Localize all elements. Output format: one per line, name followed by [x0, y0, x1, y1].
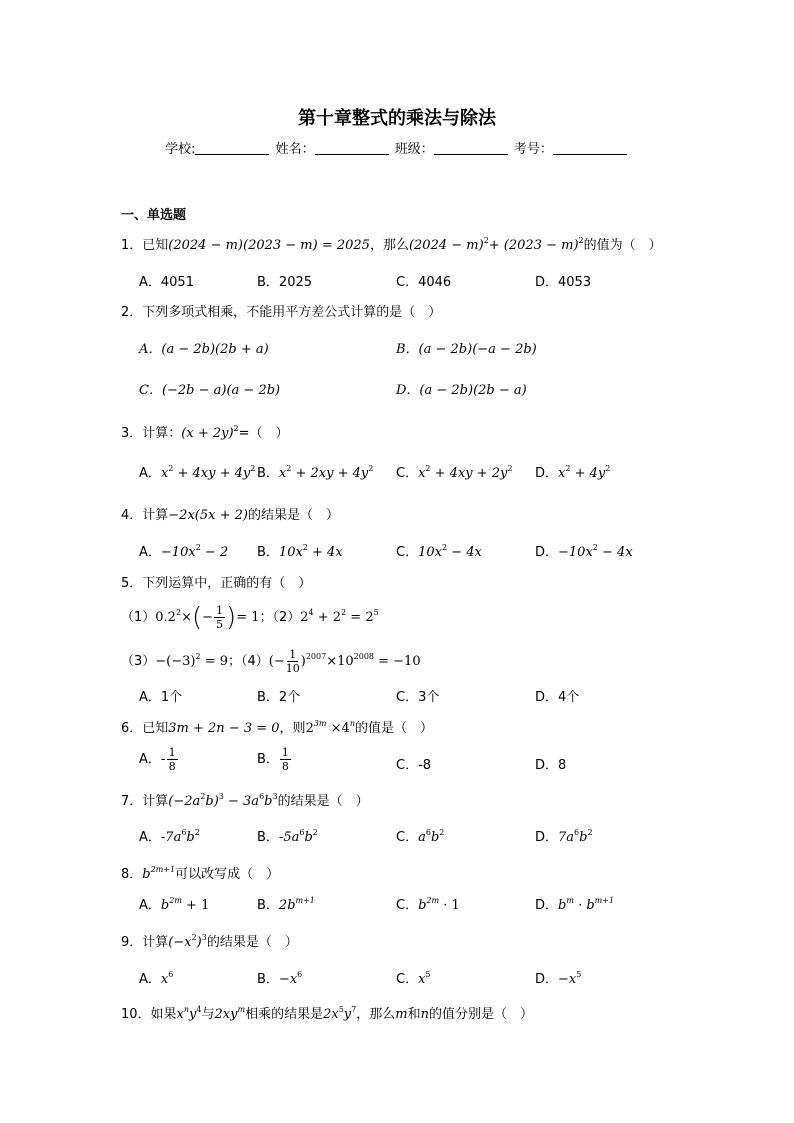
math-fragment: 2 — [195, 652, 201, 661]
math-fragment: 2 — [286, 464, 292, 473]
math-fragment: + 4xy + 4y — [173, 466, 251, 481]
math-fragment: 2 — [200, 792, 206, 801]
question-6 — [121, 717, 433, 736]
q4-text: 的结果是（ ） — [247, 508, 339, 523]
q5-option-a[interactable]: A．1个 — [139, 690, 183, 705]
math-fragment: b — [186, 830, 195, 845]
q1-text: ，那么 — [369, 238, 409, 253]
math-fragment: C． — [396, 545, 419, 560]
q1-option-a[interactable]: A．4051 — [139, 275, 194, 290]
math-fragment: −x — [558, 972, 577, 987]
math-fragment: + 1 — [181, 898, 210, 913]
question-2: 2．下列多项式相乘，不能用平方差公式计算的是（ ） — [121, 305, 442, 320]
q5-statement-3-4: $(3)-(-3)^2 = 9$；（4）(− $\frac{1}{10}$ )$^{2007}\times 10^{2008} = -10$ — [121, 648, 421, 675]
fraction — [280, 746, 291, 773]
question-4 — [121, 504, 339, 523]
math-fragment: −10x — [160, 545, 196, 560]
math-fragment: b — [558, 898, 567, 913]
math-fragment: A． — [139, 898, 161, 913]
math-fragment: − 4x — [597, 545, 633, 560]
math-fragment: (−x — [168, 935, 192, 950]
math-fragment: C． — [396, 466, 419, 481]
math-fragment: −x — [278, 972, 298, 987]
q5-option-d[interactable]: D．4个 — [535, 690, 580, 705]
math-fragment: 6 — [299, 828, 305, 837]
q4-math: −2x(5x + 2) — [168, 508, 248, 523]
math-fragment: ，那么 — [356, 1007, 396, 1022]
math-fragment: A． — [139, 830, 161, 845]
math-fragment: −(−3) — [155, 654, 196, 669]
math-fragment: 7．计算 — [121, 794, 169, 809]
math-fragment: 6 — [297, 970, 303, 979]
name-label: 姓名： — [275, 142, 315, 157]
q1-math: (2024 − m)(2023 − m) = 2025 — [168, 238, 370, 253]
school-label: 学校: — [165, 142, 196, 157]
math-fragment: B． — [257, 830, 279, 845]
math-fragment: 2 — [191, 933, 197, 942]
q1-text: 1．已知 — [121, 238, 169, 253]
math-fragment: D． — [535, 830, 559, 845]
fraction — [167, 746, 178, 773]
q3-option-b[interactable] — [257, 462, 373, 481]
q1-exponent: 2 — [578, 236, 584, 245]
math-fragment: ；（2） — [259, 610, 301, 625]
number-blank — [553, 142, 627, 155]
math-fragment: 2 — [439, 828, 445, 837]
q3-option-d[interactable] — [535, 462, 610, 481]
parenthesis: ( — [191, 602, 203, 633]
math-fragment: 2 — [368, 464, 374, 473]
math-fragment: 2b — [278, 898, 296, 913]
math-fragment: C． — [396, 898, 419, 913]
q1-text: 的值为（ ） — [583, 238, 662, 253]
math-fragment: 1 — [289, 648, 297, 661]
math-fragment: ) — [196, 935, 202, 950]
math-fragment: 2 — [587, 828, 593, 837]
math-fragment: 2 — [175, 608, 182, 617]
math-fragment: = 9 — [200, 654, 229, 669]
math-fragment: 2 — [341, 608, 347, 617]
math-fragment: 的结果是（ ） — [277, 794, 369, 809]
math-fragment: = −10 — [374, 654, 421, 669]
fraction — [214, 604, 225, 631]
math-fragment: − 2 — [200, 545, 229, 560]
math-fragment: 6 — [259, 792, 265, 801]
math-fragment: 8 — [168, 760, 176, 773]
q4-text: 4．计算 — [121, 508, 169, 523]
math-fragment: m — [237, 1005, 246, 1014]
q7-option-d[interactable] — [535, 826, 593, 845]
math-fragment: 2 — [605, 464, 611, 473]
math-fragment: · 1 — [439, 898, 460, 913]
question-5: 5．下列运算中，正确的有（ ） — [121, 576, 312, 591]
question-10 — [121, 1003, 533, 1022]
q1-option-b[interactable]: B．2025 — [257, 275, 313, 290]
math-fragment: A． — [139, 972, 161, 987]
math-fragment: 9．计算 — [121, 935, 169, 950]
parenthesis: ) — [226, 602, 237, 633]
math-fragment: − 4x — [447, 545, 482, 560]
math-fragment: 6 — [181, 828, 187, 837]
math-fragment: ×4 — [326, 721, 350, 736]
math-fragment: 的结果是（ ） — [206, 935, 298, 950]
math-fragment: 1 — [216, 604, 224, 617]
math-fragment: 2 — [565, 464, 571, 473]
math-fragment: 1 — [281, 746, 289, 759]
math-fragment: x — [160, 972, 169, 987]
math-fragment: · b — [573, 898, 595, 913]
math-fragment: − 3a — [223, 794, 260, 809]
math-fragment: m+1 — [594, 896, 615, 905]
math-fragment: 2m+1 — [150, 865, 176, 874]
q4-option-d[interactable] — [535, 541, 633, 560]
q2-option-c[interactable]: C．(−2b − a)(a − 2b) — [139, 383, 281, 398]
math-fragment: 2 — [592, 543, 598, 552]
math-fragment: 6 — [168, 970, 174, 979]
page-title: 第十章整式的乘法与除法 — [298, 108, 496, 129]
q7-option-c[interactable] — [396, 826, 444, 845]
math-fragment: −10x — [558, 545, 593, 560]
math-fragment: B． — [257, 898, 279, 913]
q4-option-c[interactable] — [396, 541, 482, 560]
q7-option-a[interactable] — [139, 826, 200, 845]
q1-option-d[interactable]: D．4053 — [535, 275, 592, 290]
math-fragment: x — [278, 466, 287, 481]
question-1 — [121, 234, 662, 253]
q9-option-a[interactable] — [139, 968, 173, 987]
math-fragment: 6 — [574, 828, 580, 837]
math-fragment: 3m + 2n − 3 = 0 — [168, 721, 280, 736]
math-fragment: 6．已知 — [121, 721, 169, 736]
math-fragment: -5a — [278, 830, 300, 845]
math-fragment: A． — [139, 466, 161, 481]
q8-option-b[interactable] — [257, 894, 315, 913]
math-fragment: 2 — [168, 464, 174, 473]
q6-option-a[interactable] — [139, 746, 179, 773]
math-fragment: 的值分别是（ ） — [428, 1007, 533, 1022]
question-3 — [121, 422, 289, 441]
math-fragment: x — [418, 972, 426, 987]
math-fragment: 2 — [250, 464, 256, 473]
math-fragment: 2 — [507, 464, 513, 473]
math-fragment: （1） — [121, 610, 156, 625]
school-blank — [195, 142, 269, 155]
math-fragment: 5 — [216, 618, 224, 631]
q3-option-c[interactable] — [396, 462, 513, 481]
math-fragment: + 4x — [307, 545, 343, 560]
math-fragment: 2m — [426, 896, 440, 905]
math-fragment: 5 — [576, 970, 582, 979]
math-fragment: x — [558, 466, 566, 481]
q4-option-a[interactable] — [139, 541, 228, 560]
q1-math: (2024 − m) — [408, 238, 484, 253]
math-fragment: 2007 — [305, 652, 327, 661]
math-fragment: 2x — [323, 1007, 339, 1022]
math-fragment: 0.2 — [155, 610, 176, 625]
q8-option-d[interactable] — [535, 894, 614, 913]
math-fragment: 10．如果 — [121, 1007, 177, 1022]
math-fragment: 2 — [302, 543, 308, 552]
math-fragment: x — [418, 466, 426, 481]
math-fragment: 2 — [425, 464, 431, 473]
section-heading: 一、单选题 — [121, 208, 187, 223]
math-fragment: 6 — [425, 828, 431, 837]
q3-text: 3．计算： — [121, 426, 182, 441]
math-fragment: + 4xy + 2y — [430, 466, 508, 481]
math-fragment: b — [418, 898, 427, 913]
q2-option-a[interactable]: A．(a − 2b)(2b + a) — [139, 342, 269, 357]
math-fragment: n — [420, 1007, 429, 1022]
math-fragment: 3 — [201, 933, 207, 942]
math-fragment: 3 — [272, 792, 278, 801]
math-fragment: + 2xy + 4y — [291, 466, 369, 481]
math-fragment: B． — [257, 972, 279, 987]
q4-option-b[interactable] — [257, 541, 343, 560]
number-label: 考号： — [513, 142, 553, 157]
math-fragment: b — [430, 830, 440, 845]
name-blank — [315, 142, 389, 155]
math-fragment: C． — [396, 830, 419, 845]
math-fragment: = 2 — [346, 610, 374, 625]
q3-option-a[interactable] — [139, 462, 255, 481]
q1-math: + (2023 − m) — [488, 238, 579, 253]
q7-option-b[interactable] — [257, 826, 318, 845]
q2-option-b[interactable]: B．(a − 2b)(−a − 2b) — [396, 342, 537, 357]
math-fragment: y — [343, 1007, 352, 1022]
math-fragment: ×10 — [326, 654, 354, 669]
math-fragment: + 4y — [570, 466, 606, 481]
math-fragment: ，则 — [279, 721, 306, 736]
math-fragment: C． — [396, 972, 419, 987]
math-fragment: x — [176, 1007, 184, 1022]
math-fragment: D． — [535, 972, 559, 987]
q6-option-c[interactable]: C．-8 — [396, 758, 432, 773]
q6-option-d[interactable]: D．8 — [535, 758, 567, 773]
math-fragment: m — [566, 896, 574, 905]
q9-option-b[interactable] — [257, 968, 302, 987]
math-fragment: B． — [257, 545, 279, 560]
math-fragment: 7 — [351, 1005, 357, 1014]
math-fragment: 2 — [195, 543, 201, 552]
math-fragment: 3m — [313, 719, 327, 728]
math-fragment: 的值是（ ） — [354, 721, 433, 736]
math-fragment: 5 — [338, 1005, 344, 1014]
class-label: 班级： — [394, 142, 434, 157]
q8-option-c[interactable] — [396, 894, 460, 913]
math-fragment: b — [264, 794, 273, 809]
q3-text: =（ ） — [238, 426, 289, 441]
math-fragment: × — [181, 610, 192, 625]
math-fragment: A． — [139, 545, 161, 560]
math-fragment: n — [349, 719, 355, 728]
math-fragment: n — [183, 1005, 190, 1014]
math-fragment: 2 — [312, 828, 318, 837]
math-fragment: 4 — [196, 1005, 202, 1014]
math-fragment: 5 — [373, 608, 379, 617]
math-fragment: D． — [535, 466, 559, 481]
math-fragment: m+1 — [295, 896, 315, 905]
math-fragment: （3） — [121, 654, 156, 669]
math-fragment: b — [160, 898, 170, 913]
math-fragment: -7a — [160, 830, 182, 845]
math-fragment: 与 — [201, 1007, 215, 1022]
q9-option-c[interactable] — [396, 968, 431, 987]
math-fragment: b) — [205, 794, 219, 809]
question-9 — [121, 931, 298, 950]
math-fragment: 2 — [305, 721, 314, 736]
math-fragment: 8 — [281, 760, 289, 773]
math-fragment: D． — [535, 898, 559, 913]
math-fragment: 3 — [218, 792, 224, 801]
math-fragment: b — [142, 867, 151, 882]
q5-option-c[interactable]: C．3个 — [396, 690, 440, 705]
math-fragment: 7a — [558, 830, 575, 845]
math-fragment: y — [189, 1007, 197, 1022]
q6-option-b[interactable] — [257, 746, 292, 773]
math-fragment: 10x — [278, 545, 303, 560]
math-fragment: b — [579, 830, 588, 845]
q2-option-d[interactable]: D．(a − 2b)(2b − a) — [396, 383, 527, 398]
fraction — [286, 648, 300, 675]
math-fragment: 相乘的结果是 — [245, 1007, 324, 1022]
math-fragment: b — [304, 830, 313, 845]
math-fragment: 2 — [194, 828, 200, 837]
math-fragment: 10x — [418, 545, 442, 560]
math-fragment: 2 — [300, 610, 309, 625]
math-fragment: 2xy — [214, 1007, 238, 1022]
math-fragment: + 2 — [313, 610, 342, 625]
math-fragment: 和 — [407, 1007, 421, 1022]
math-fragment: 2008 — [353, 652, 374, 661]
math-fragment: 5 — [425, 970, 431, 979]
q5-statement-1-2: $(1)0.2^2\times(-$ $\frac{1}{5}$ )= 1；$(2)2^4 + 2^2 = 2^5$ — [121, 602, 379, 633]
math-fragment: 2 — [441, 543, 448, 552]
math-fragment: x — [160, 466, 169, 481]
math-fragment: 1 — [168, 746, 176, 759]
math-fragment: = 1 — [236, 610, 260, 625]
q1-exponent: 2 — [483, 236, 489, 245]
math-fragment: B． — [257, 752, 279, 767]
math-fragment: m — [395, 1007, 408, 1022]
math-fragment: 8． — [121, 867, 143, 882]
q8-option-a[interactable] — [139, 894, 209, 913]
math-fragment: A．- — [139, 752, 166, 767]
q1-option-c[interactable]: C．4046 — [396, 275, 452, 290]
class-blank — [434, 142, 508, 155]
math-fragment: 2m — [169, 896, 182, 905]
math-fragment: 10 — [285, 662, 300, 675]
math-fragment: a — [418, 830, 426, 845]
question-7 — [121, 790, 369, 809]
math-fragment: 4 — [308, 608, 314, 617]
question-8 — [121, 863, 279, 882]
math-fragment: D． — [535, 545, 559, 560]
math-fragment: B． — [257, 466, 279, 481]
q5-option-b[interactable]: B．2个 — [257, 690, 301, 705]
q3-math: (x + 2y) — [181, 426, 234, 441]
math-fragment: 可以改写成（ ） — [175, 867, 280, 882]
student-info-line — [0, 138, 794, 157]
q9-option-d[interactable] — [535, 968, 581, 987]
math-fragment: ；（4） — [228, 654, 269, 669]
q3-exponent: 2 — [233, 424, 239, 433]
math-fragment: (−2a — [168, 794, 201, 809]
